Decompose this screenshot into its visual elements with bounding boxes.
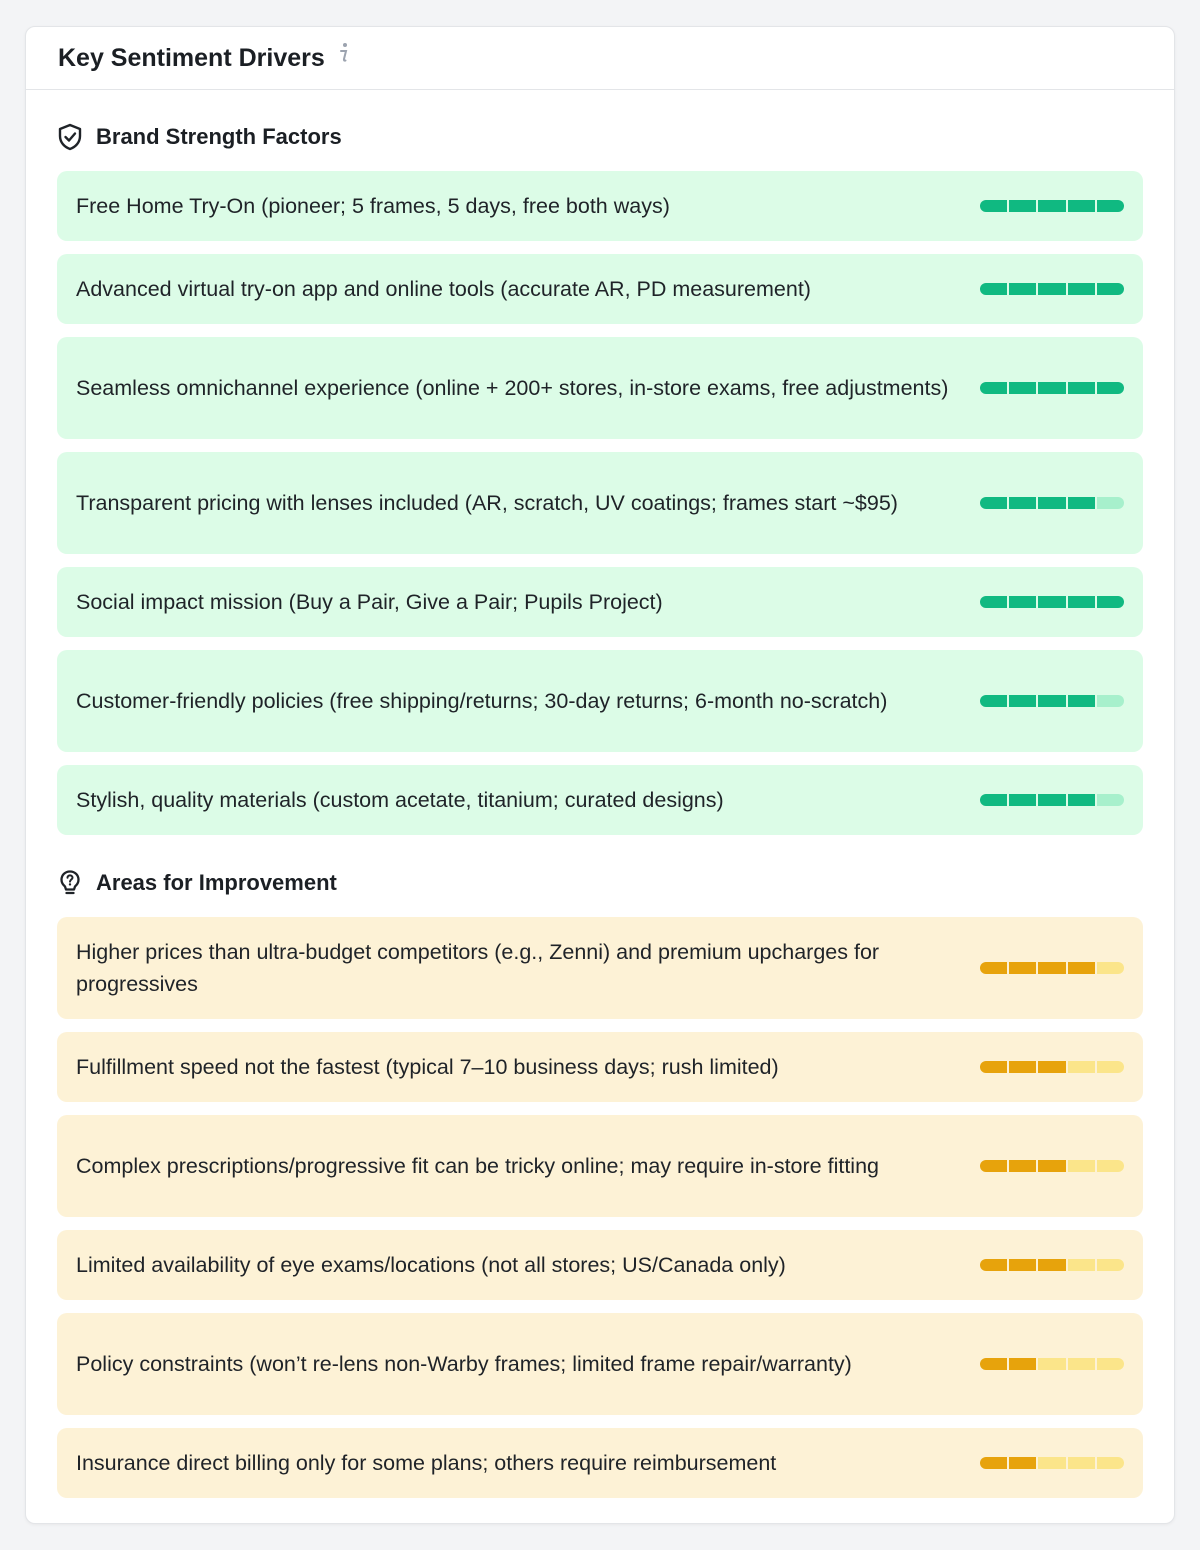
score-segment-filled	[1009, 1259, 1036, 1271]
score-segment-filled	[1009, 497, 1036, 509]
driver-text: Policy constraints (won’t re-lens non-Warby frames; limited frame repair/warranty)	[76, 1352, 852, 1376]
score-segment-empty	[1097, 1061, 1124, 1073]
score-segment-filled	[980, 200, 1007, 212]
score-segment-filled	[1009, 695, 1036, 707]
improvement-score-bar	[980, 962, 1124, 974]
strengths-list	[57, 171, 1143, 835]
score-segment-empty	[1097, 794, 1124, 806]
improvements-section-header	[57, 868, 1143, 898]
strength-driver-item	[57, 452, 1143, 554]
score-segment-filled	[1009, 1061, 1036, 1073]
score-segment-filled	[1009, 1358, 1036, 1370]
score-segment-filled	[1009, 200, 1036, 212]
improvement-driver-item	[57, 1428, 1143, 1498]
score-segment-filled	[1068, 200, 1095, 212]
score-segment-filled	[980, 695, 1007, 707]
strength-score-bar	[980, 695, 1124, 707]
strength-score-bar	[980, 200, 1124, 212]
score-segment-filled	[1038, 200, 1065, 212]
improvement-driver-item	[57, 1230, 1143, 1300]
score-segment-filled	[980, 1160, 1007, 1172]
driver-text: Complex prescriptions/progressive fit can be tricky online; may require in-store fitting	[76, 1154, 879, 1178]
strength-score-bar	[980, 497, 1124, 509]
driver-text: Free Home Try-On (pioneer; 5 frames, 5 days, free both ways)	[76, 194, 670, 218]
score-segment-filled	[1009, 794, 1036, 806]
strength-driver-item	[57, 254, 1143, 324]
score-segment-empty	[1068, 1358, 1095, 1370]
score-segment-empty	[1068, 1457, 1095, 1469]
lightbulb-question-icon	[57, 869, 83, 897]
strength-score-bar	[980, 794, 1124, 806]
score-segment-filled	[1009, 596, 1036, 608]
score-segment-filled	[1097, 283, 1124, 295]
score-segment-filled	[980, 1457, 1007, 1469]
improvement-score-bar	[980, 1457, 1124, 1469]
strengths-section-title: Brand Strength Factors	[96, 124, 342, 149]
strength-score-bar	[980, 283, 1124, 295]
strength-driver-item	[57, 650, 1143, 752]
strength-score-bar	[980, 382, 1124, 394]
score-segment-filled	[1097, 596, 1124, 608]
strength-driver-item	[57, 567, 1143, 637]
score-segment-empty	[1068, 1061, 1095, 1073]
info-icon[interactable]	[337, 42, 351, 64]
sentiment-drivers-card	[25, 26, 1175, 1524]
improvement-driver-item	[57, 917, 1143, 1019]
driver-text: Stylish, quality materials (custom acetate, titanium; curated designs)	[76, 788, 724, 812]
score-segment-filled	[1097, 200, 1124, 212]
score-segment-empty	[1097, 497, 1124, 509]
strength-driver-item	[57, 765, 1143, 835]
card-title: Key Sentiment Drivers	[58, 43, 325, 72]
driver-text: Advanced virtual try-on app and online tools (accurate AR, PD measurement)	[76, 277, 811, 301]
strength-driver-item	[57, 337, 1143, 439]
strength-score-bar	[980, 596, 1124, 608]
improvement-driver-item	[57, 1313, 1143, 1415]
score-segment-filled	[980, 1259, 1007, 1271]
score-segment-filled	[1068, 962, 1095, 974]
score-segment-empty	[1038, 1457, 1065, 1469]
driver-text: Social impact mission (Buy a Pair, Give a Pair; Pupils Project)	[76, 590, 663, 614]
score-segment-filled	[1009, 382, 1036, 394]
score-segment-filled	[1068, 695, 1095, 707]
driver-text: Transparent pricing with lenses included (AR, scratch, UV coatings; frames start ~$95)	[76, 491, 898, 515]
driver-text: Higher prices than ultra-budget competitors (e.g., Zenni) and premium upcharges for progressives	[76, 940, 880, 996]
improvement-score-bar	[980, 1358, 1124, 1370]
score-segment-filled	[1038, 695, 1065, 707]
score-segment-empty	[1097, 1358, 1124, 1370]
score-segment-filled	[1068, 794, 1095, 806]
shield-check-icon	[57, 123, 83, 151]
score-segment-empty	[1097, 962, 1124, 974]
score-segment-empty	[1068, 1259, 1095, 1271]
card-header	[26, 27, 1174, 90]
score-segment-filled	[980, 596, 1007, 608]
score-segment-filled	[1038, 382, 1065, 394]
score-segment-empty	[1097, 695, 1124, 707]
improvement-driver-item	[57, 1115, 1143, 1217]
driver-text: Customer-friendly policies (free shipping/returns; 30-day returns; 6-month no-scratch)	[76, 689, 888, 713]
score-segment-empty	[1097, 1259, 1124, 1271]
strengths-section-header	[57, 122, 1143, 152]
score-segment-filled	[980, 962, 1007, 974]
score-segment-filled	[1068, 497, 1095, 509]
score-segment-filled	[1038, 962, 1065, 974]
score-segment-filled	[980, 1358, 1007, 1370]
score-segment-filled	[1009, 1457, 1036, 1469]
driver-text: Limited availability of eye exams/locations (not all stores; US/Canada only)	[76, 1253, 786, 1277]
driver-text: Fulfillment speed not the fastest (typical 7–10 business days; rush limited)	[76, 1055, 779, 1079]
score-segment-filled	[1068, 382, 1095, 394]
score-segment-filled	[980, 382, 1007, 394]
score-segment-filled	[1009, 283, 1036, 295]
driver-text: Insurance direct billing only for some plans; others require reimbursement	[76, 1451, 777, 1475]
improvements-list	[57, 917, 1143, 1498]
card-body	[26, 122, 1174, 1498]
score-segment-filled	[1068, 283, 1095, 295]
score-segment-filled	[1038, 1160, 1065, 1172]
score-segment-filled	[1009, 1160, 1036, 1172]
score-segment-empty	[1097, 1457, 1124, 1469]
score-segment-filled	[1038, 794, 1065, 806]
score-segment-filled	[1038, 596, 1065, 608]
score-segment-filled	[1097, 382, 1124, 394]
score-segment-empty	[1068, 1160, 1095, 1172]
score-segment-filled	[980, 283, 1007, 295]
score-segment-filled	[1038, 1061, 1065, 1073]
improvements-section-title: Areas for Improvement	[96, 870, 337, 895]
score-segment-filled	[1038, 497, 1065, 509]
score-segment-filled	[1009, 962, 1036, 974]
driver-text: Seamless omnichannel experience (online + 200+ stores, in-store exams, free adjustments)	[76, 376, 949, 400]
improvement-score-bar	[980, 1061, 1124, 1073]
score-segment-filled	[980, 497, 1007, 509]
improvement-score-bar	[980, 1160, 1124, 1172]
improvement-score-bar	[980, 1259, 1124, 1271]
score-segment-filled	[980, 794, 1007, 806]
score-segment-filled	[1068, 596, 1095, 608]
score-segment-filled	[1038, 283, 1065, 295]
strength-driver-item	[57, 171, 1143, 241]
score-segment-filled	[1038, 1259, 1065, 1271]
score-segment-empty	[1038, 1358, 1065, 1370]
score-segment-empty	[1097, 1160, 1124, 1172]
improvement-driver-item	[57, 1032, 1143, 1102]
score-segment-filled	[980, 1061, 1007, 1073]
